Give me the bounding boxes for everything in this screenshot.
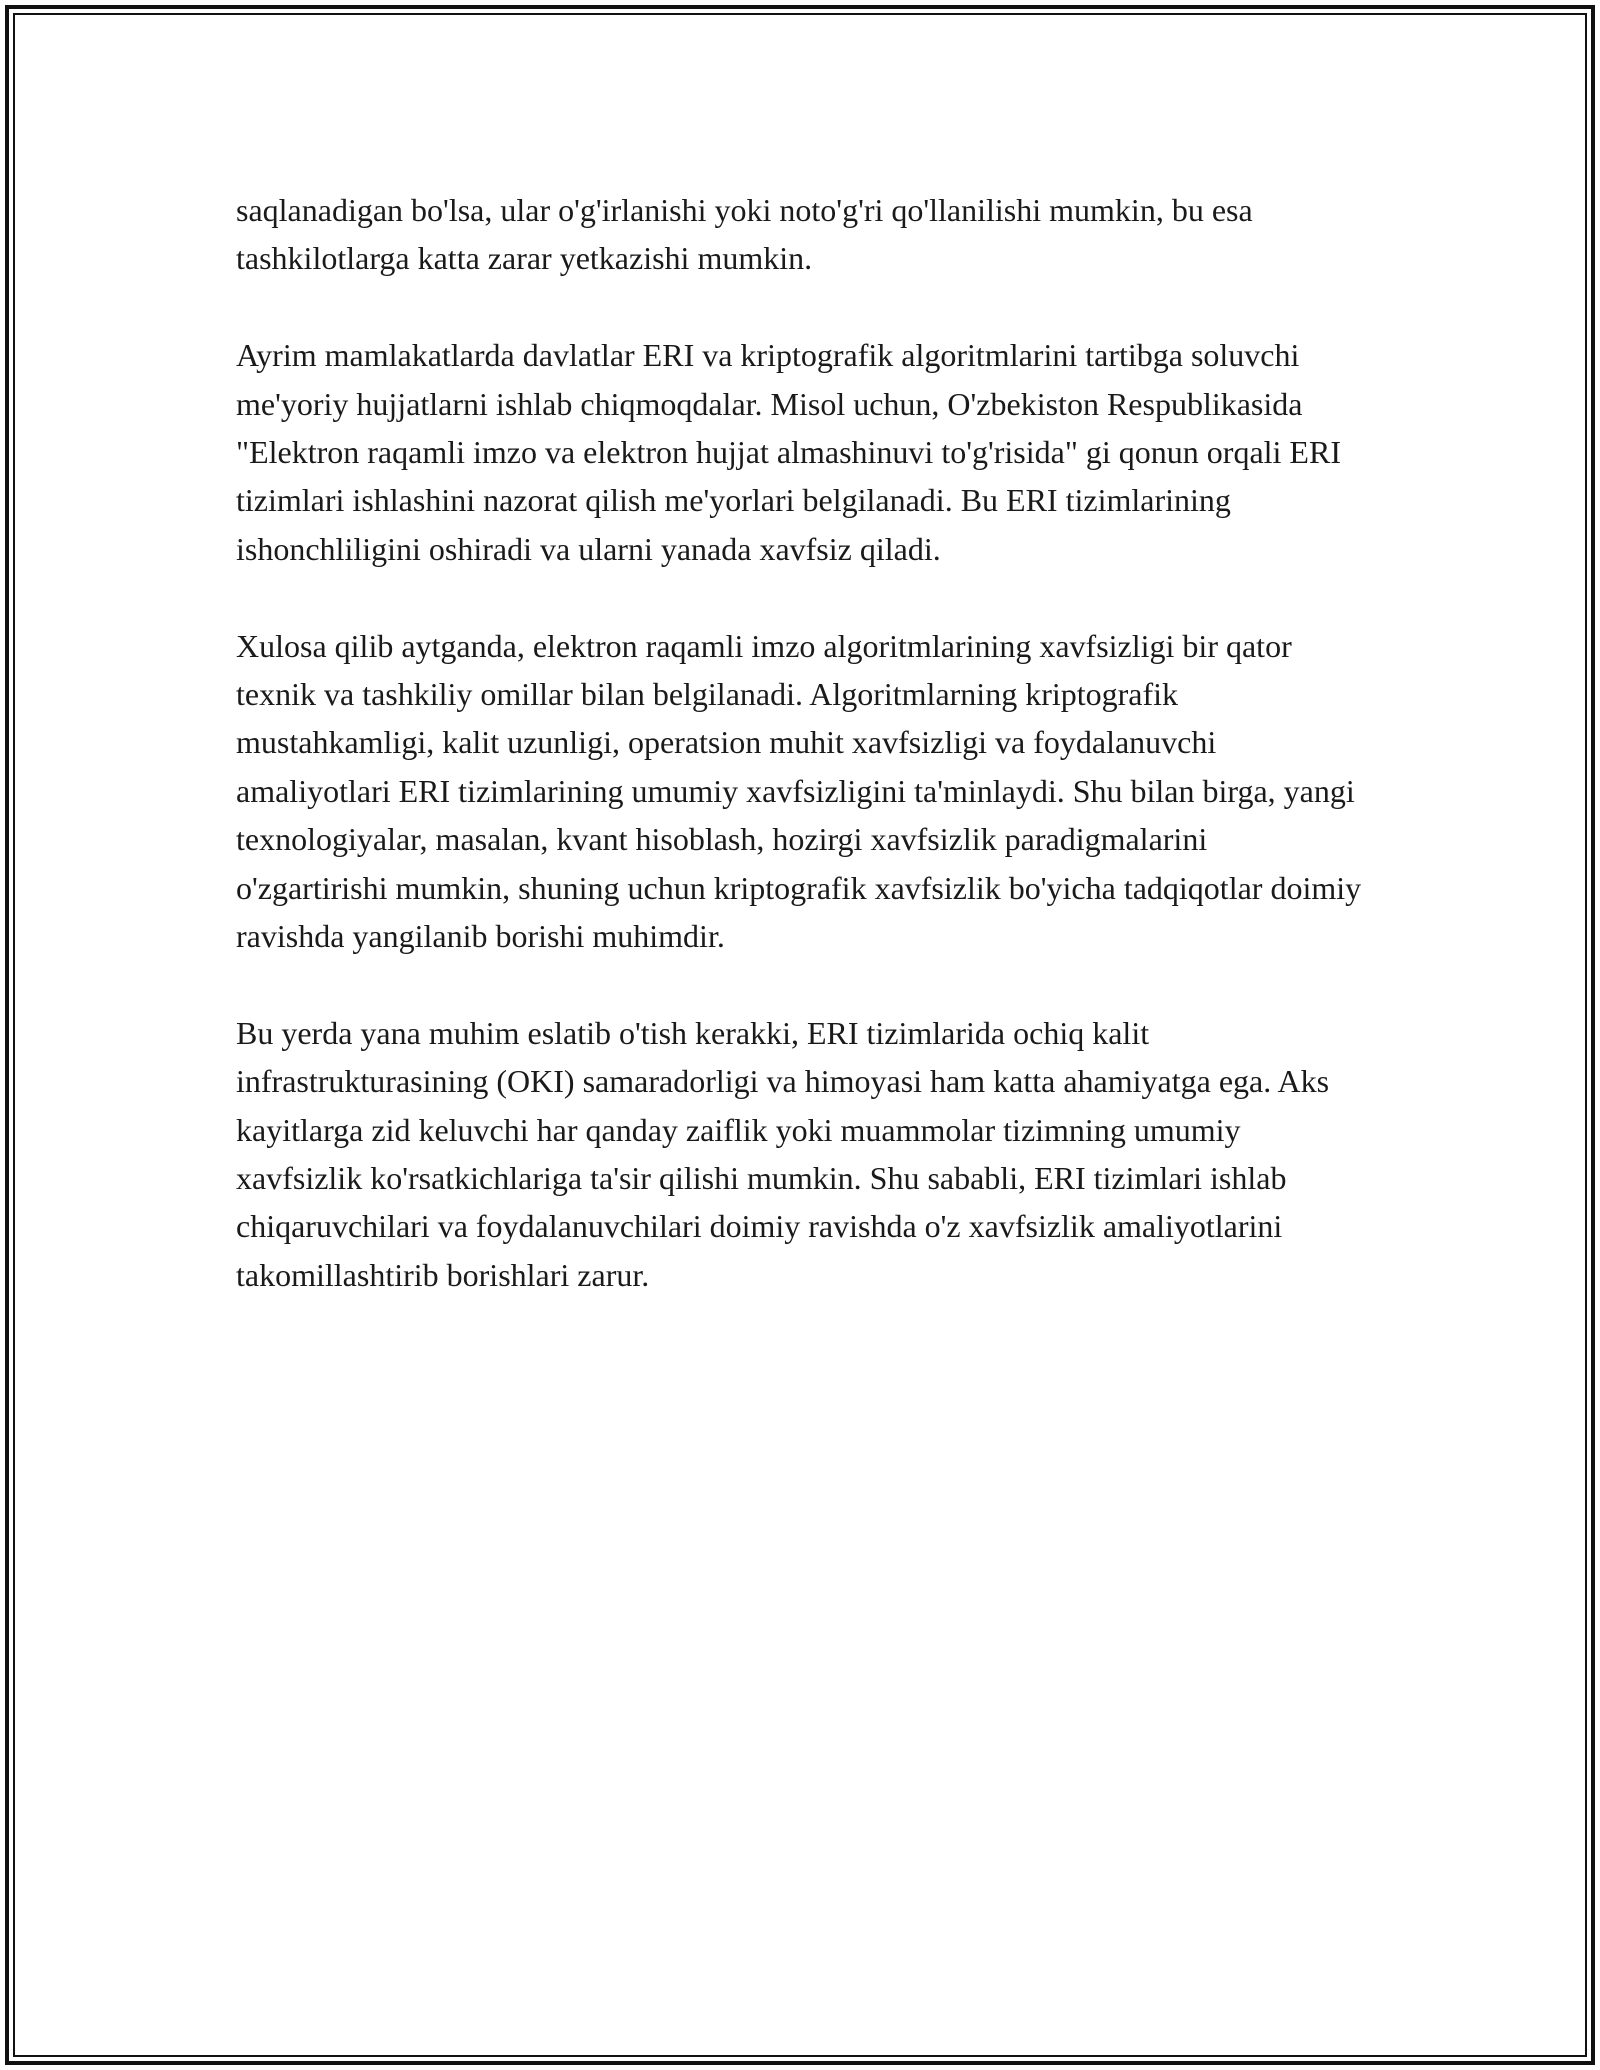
- document-body: [236, 186, 1366, 1299]
- paragraph-4: Bu yerda yana muhim eslatib o'tish kerakki, ERI tizimlarida ochiq kalit infrastrukturasining (OKI) samaradorligi va himoyasi ham katta ahamiyatga ega. Aks kayitlarga zid keluvchi har qanday zaiflik yoki muammolar tizimning umumiy xavfsizlik ko'rsatkichlariga ta'sir qilishi mumkin. Shu sababli, ERI tizimlari ishlab chiqaruvchilari va foydalanuvchilari doimiy ravishda o'z xavfsizlik amaliyotlarini takomillashtirib borishlari zarur.: [236, 1014, 1330, 1293]
- paragraph-1: saqlanadigan bo'lsa, ular o'g'irlanishi yoki noto'g'ri qo'llanilishi mumkin, bu esa tashkilotlarga katta zarar yetkazishi mumkin.: [236, 192, 1253, 277]
- paragraph-3: Xulosa qilib aytganda, elektron raqamli imzo algoritmlarining xavfsizligi bir qator texnik va tashkiliy omillar bilan belgilanadi. Algoritmlarning kriptografik mustahkamligi, kalit uzunligi, operatsion muhit xavfsizligi va foydalanuvchi amaliyotlari ERI tizimlarining umumiy xavfsizligini ta'minlaydi. Shu bilan birga, yangi texnologiyalar, masalan, kvant hisoblash, hozirgi xavfsizlik paradigmalarini o'zgartirishi mumkin, shuning uchun kriptografik xavfsizlik bo'yicha tadqiqotlar doimiy ravishda yangilanib borishi muhimdir.: [236, 627, 1362, 955]
- paragraph-2: Ayrim mamlakatlarda davlatlar ERI va kriptografik algoritmlarini tartibga soluvchi me'yoriy hujjatlarni ishlab chiqmoqdalar. Misol uchun, O'zbekiston Respublikasida "Elektron raqamli imzo va elektron hujjat almashinuvi to'g'risida" gi qonun orqali ERI tizimlari ishlashini nazorat qilish me'yorlari belgilanadi. Bu ERI tizimlarining ishonchliligini oshiradi va ularni yanada xavfsiz qiladi.: [236, 337, 1341, 567]
